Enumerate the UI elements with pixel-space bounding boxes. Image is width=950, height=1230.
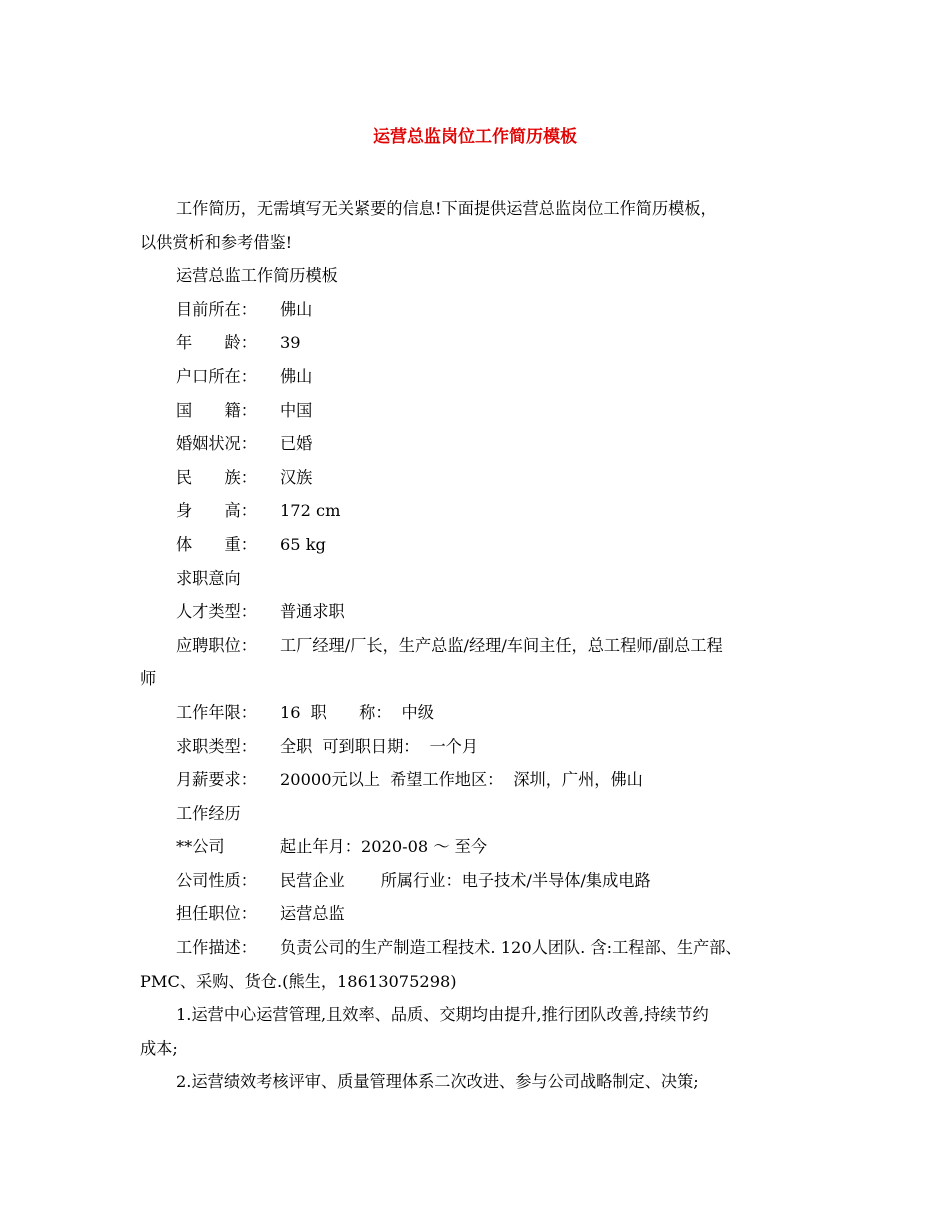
field-value: 16 bbox=[280, 702, 301, 722]
field-value: 负责公司的生产制造工程技术. 120人团队. 含:工程部、生产部、 bbox=[280, 938, 742, 958]
position-row bbox=[140, 629, 830, 663]
field-label: 公司性质： bbox=[176, 870, 257, 890]
years-title-row bbox=[140, 696, 830, 730]
experience-heading: 工作经历 bbox=[176, 803, 241, 823]
field-value: 39 bbox=[280, 333, 301, 353]
field-value: 2020-08 ～ 至今 bbox=[360, 837, 488, 857]
field-label: 担任职位： bbox=[176, 904, 257, 924]
field-label: 职 称： bbox=[310, 702, 392, 722]
field-label: 国 籍： bbox=[176, 400, 257, 420]
personal-row-ethnicity bbox=[140, 461, 830, 495]
resume-heading: 运营总监工作简历模板 bbox=[176, 266, 338, 286]
field-label: 体 重： bbox=[176, 534, 257, 554]
personal-row-location bbox=[140, 293, 830, 327]
field-value: 65 kg bbox=[280, 534, 326, 554]
field-label: 工作描述： bbox=[176, 938, 257, 958]
field-value: 172 cm bbox=[280, 501, 341, 521]
field-value: 佛山 bbox=[280, 299, 313, 319]
talent-type-row bbox=[140, 595, 830, 629]
field-label: 民 族： bbox=[176, 467, 257, 487]
field-label: 月薪要求： bbox=[176, 770, 257, 790]
field-value: 电子技术/半导体/集成电路 bbox=[461, 870, 651, 890]
description-row bbox=[140, 931, 830, 965]
field-value: 一个月 bbox=[429, 736, 479, 756]
company-row bbox=[140, 830, 830, 864]
description-row-continued: PMC、采购、货仓.(熊生，18613075298) bbox=[140, 971, 457, 991]
field-label: 目前所在： bbox=[176, 299, 257, 319]
company-nature-row bbox=[140, 864, 830, 898]
personal-row-hukou bbox=[140, 360, 830, 394]
salary-row bbox=[140, 763, 830, 797]
field-label: 求职类型： bbox=[176, 736, 257, 756]
personal-row-weight bbox=[140, 528, 830, 562]
field-value: 汉族 bbox=[280, 467, 313, 487]
field-value: 普通求职 bbox=[280, 602, 345, 622]
field-value: 工厂经理/厂长，生产总监/经理/车间主任，总工程师/副总工程 bbox=[280, 635, 723, 655]
personal-row-age bbox=[140, 326, 830, 360]
field-value: 民营企业 bbox=[280, 870, 345, 890]
document-title: 运营总监岗位工作简历模板 bbox=[373, 127, 577, 147]
position-row-continued: 师 bbox=[140, 669, 157, 689]
field-label: 起止年月： bbox=[280, 837, 361, 857]
document-body bbox=[140, 192, 830, 1099]
field-label: 应聘职位： bbox=[176, 635, 257, 655]
duty-item-1: 1.运营中心运营管理,且效率、品质、交期均由提升,推行团队改善,持续节约 bbox=[176, 1005, 709, 1025]
company-name: **公司 bbox=[176, 837, 225, 857]
field-value: 20000元以上 bbox=[280, 770, 381, 790]
field-value: 深圳，广州，佛山 bbox=[513, 770, 643, 790]
field-label: 身 高： bbox=[176, 501, 257, 521]
field-label: 婚姻状况： bbox=[176, 434, 257, 454]
field-value: 中级 bbox=[401, 702, 434, 722]
field-label: 人才类型： bbox=[176, 602, 257, 622]
field-value: 佛山 bbox=[280, 366, 313, 386]
field-label: 可到职日期： bbox=[322, 736, 420, 756]
personal-row-height bbox=[140, 494, 830, 528]
field-value: 运营总监 bbox=[280, 904, 345, 924]
duty-item-1-continued: 成本; bbox=[140, 1038, 178, 1058]
field-value: 全职 bbox=[280, 736, 313, 756]
field-label: 所属行业： bbox=[380, 870, 462, 890]
duty-item-2: 2.运营绩效考核评审、质量管理体系二次改进、参与公司战略制定、决策; bbox=[176, 1072, 699, 1092]
personal-row-nationality bbox=[140, 394, 830, 428]
field-label: 户口所在： bbox=[176, 366, 257, 386]
intro-line-2: 以供赏析和参考借鉴! bbox=[140, 232, 293, 252]
field-value: 中国 bbox=[280, 400, 313, 420]
job-intent-heading: 求职意向 bbox=[176, 568, 241, 588]
field-label: 工作年限： bbox=[176, 702, 257, 722]
role-row bbox=[140, 897, 830, 931]
personal-row-marital bbox=[140, 427, 830, 461]
field-label: 年 龄： bbox=[176, 333, 257, 353]
job-type-row bbox=[140, 730, 830, 764]
intro-line-1: 工作简历，无需填写无关紧要的信息!下面提供运营总监岗位工作简历模板， bbox=[176, 199, 717, 218]
field-value: 已婚 bbox=[280, 434, 313, 454]
field-label: 希望工作地区： bbox=[390, 770, 504, 790]
